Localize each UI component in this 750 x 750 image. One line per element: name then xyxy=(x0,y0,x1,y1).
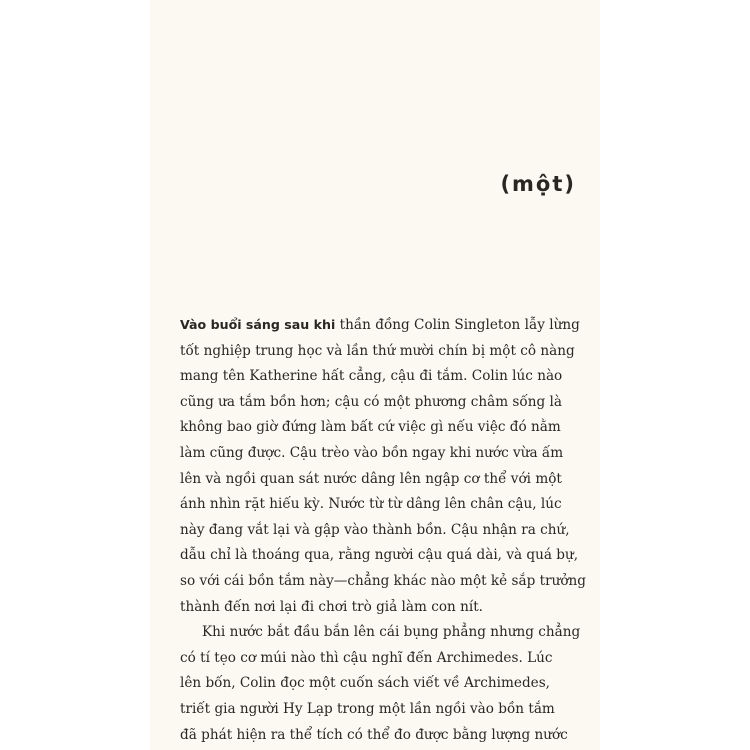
text-line: ánh nhìn rặt hiếu kỳ. Nước từ từ dâng lên chân cậu, lúc xyxy=(180,496,562,513)
text-line: lên bốn, Colin đọc một cuốn sách viết về Archimedes, xyxy=(180,675,550,692)
text-line: so với cái bồn tắm này—chẳng khác nào một kẻ sắp trưởng xyxy=(180,572,586,589)
lead-in-phrase: Vào buổi sáng sau khi xyxy=(180,317,336,332)
text-line xyxy=(180,312,578,339)
chapter-heading: (một) xyxy=(500,172,576,196)
text-line: Khi nước bắt đầu bắn lên cái bụng phẳng nhưng chẳng xyxy=(202,624,581,641)
text-line: dẫu chỉ là thoáng qua, rằng người cậu quá dài, và quá bự, xyxy=(180,547,579,564)
text-line-part: thần đồng Colin Singleton lẫy lừng xyxy=(335,317,580,333)
text-line: mang tên Katherine hất cẳng, cậu đi tắm. Colin lúc nào xyxy=(180,368,563,385)
text-line: này đang vắt lại và gập vào thành bồn. Cậu nhận ra chứ, xyxy=(180,521,570,538)
book-page xyxy=(150,0,600,750)
text-line: tốt nghiệp trung học và lần thứ mười chín bị một cô nàng xyxy=(180,342,575,359)
text-line: đã phát hiện ra thể tích có thể đo được bằng lượng nước xyxy=(180,726,568,743)
text-line: làm cũng được. Cậu trèo vào bồn ngay khi nước vừa ấm xyxy=(180,444,564,461)
text-line: cũng ưa tắm bồn hơn; cậu có một phương châm sống là xyxy=(180,393,562,410)
text-line: thành đến nơi lại đi chơi trò giả làm con nít. xyxy=(180,598,483,615)
text-line: có tí tẹo cơ múi nào thì cậu nghĩ đến Archimedes. Lúc xyxy=(180,649,553,666)
text-line: không bao giờ đứng làm bất cứ việc gì nếu việc đó nằm xyxy=(180,419,561,436)
body-text xyxy=(180,312,586,748)
text-line: triết gia người Hy Lạp trong một lần ngồi vào bồn tắm xyxy=(180,700,555,717)
text-line: lên và ngồi quan sát nước dâng lên ngập cơ thể với một xyxy=(180,470,562,487)
